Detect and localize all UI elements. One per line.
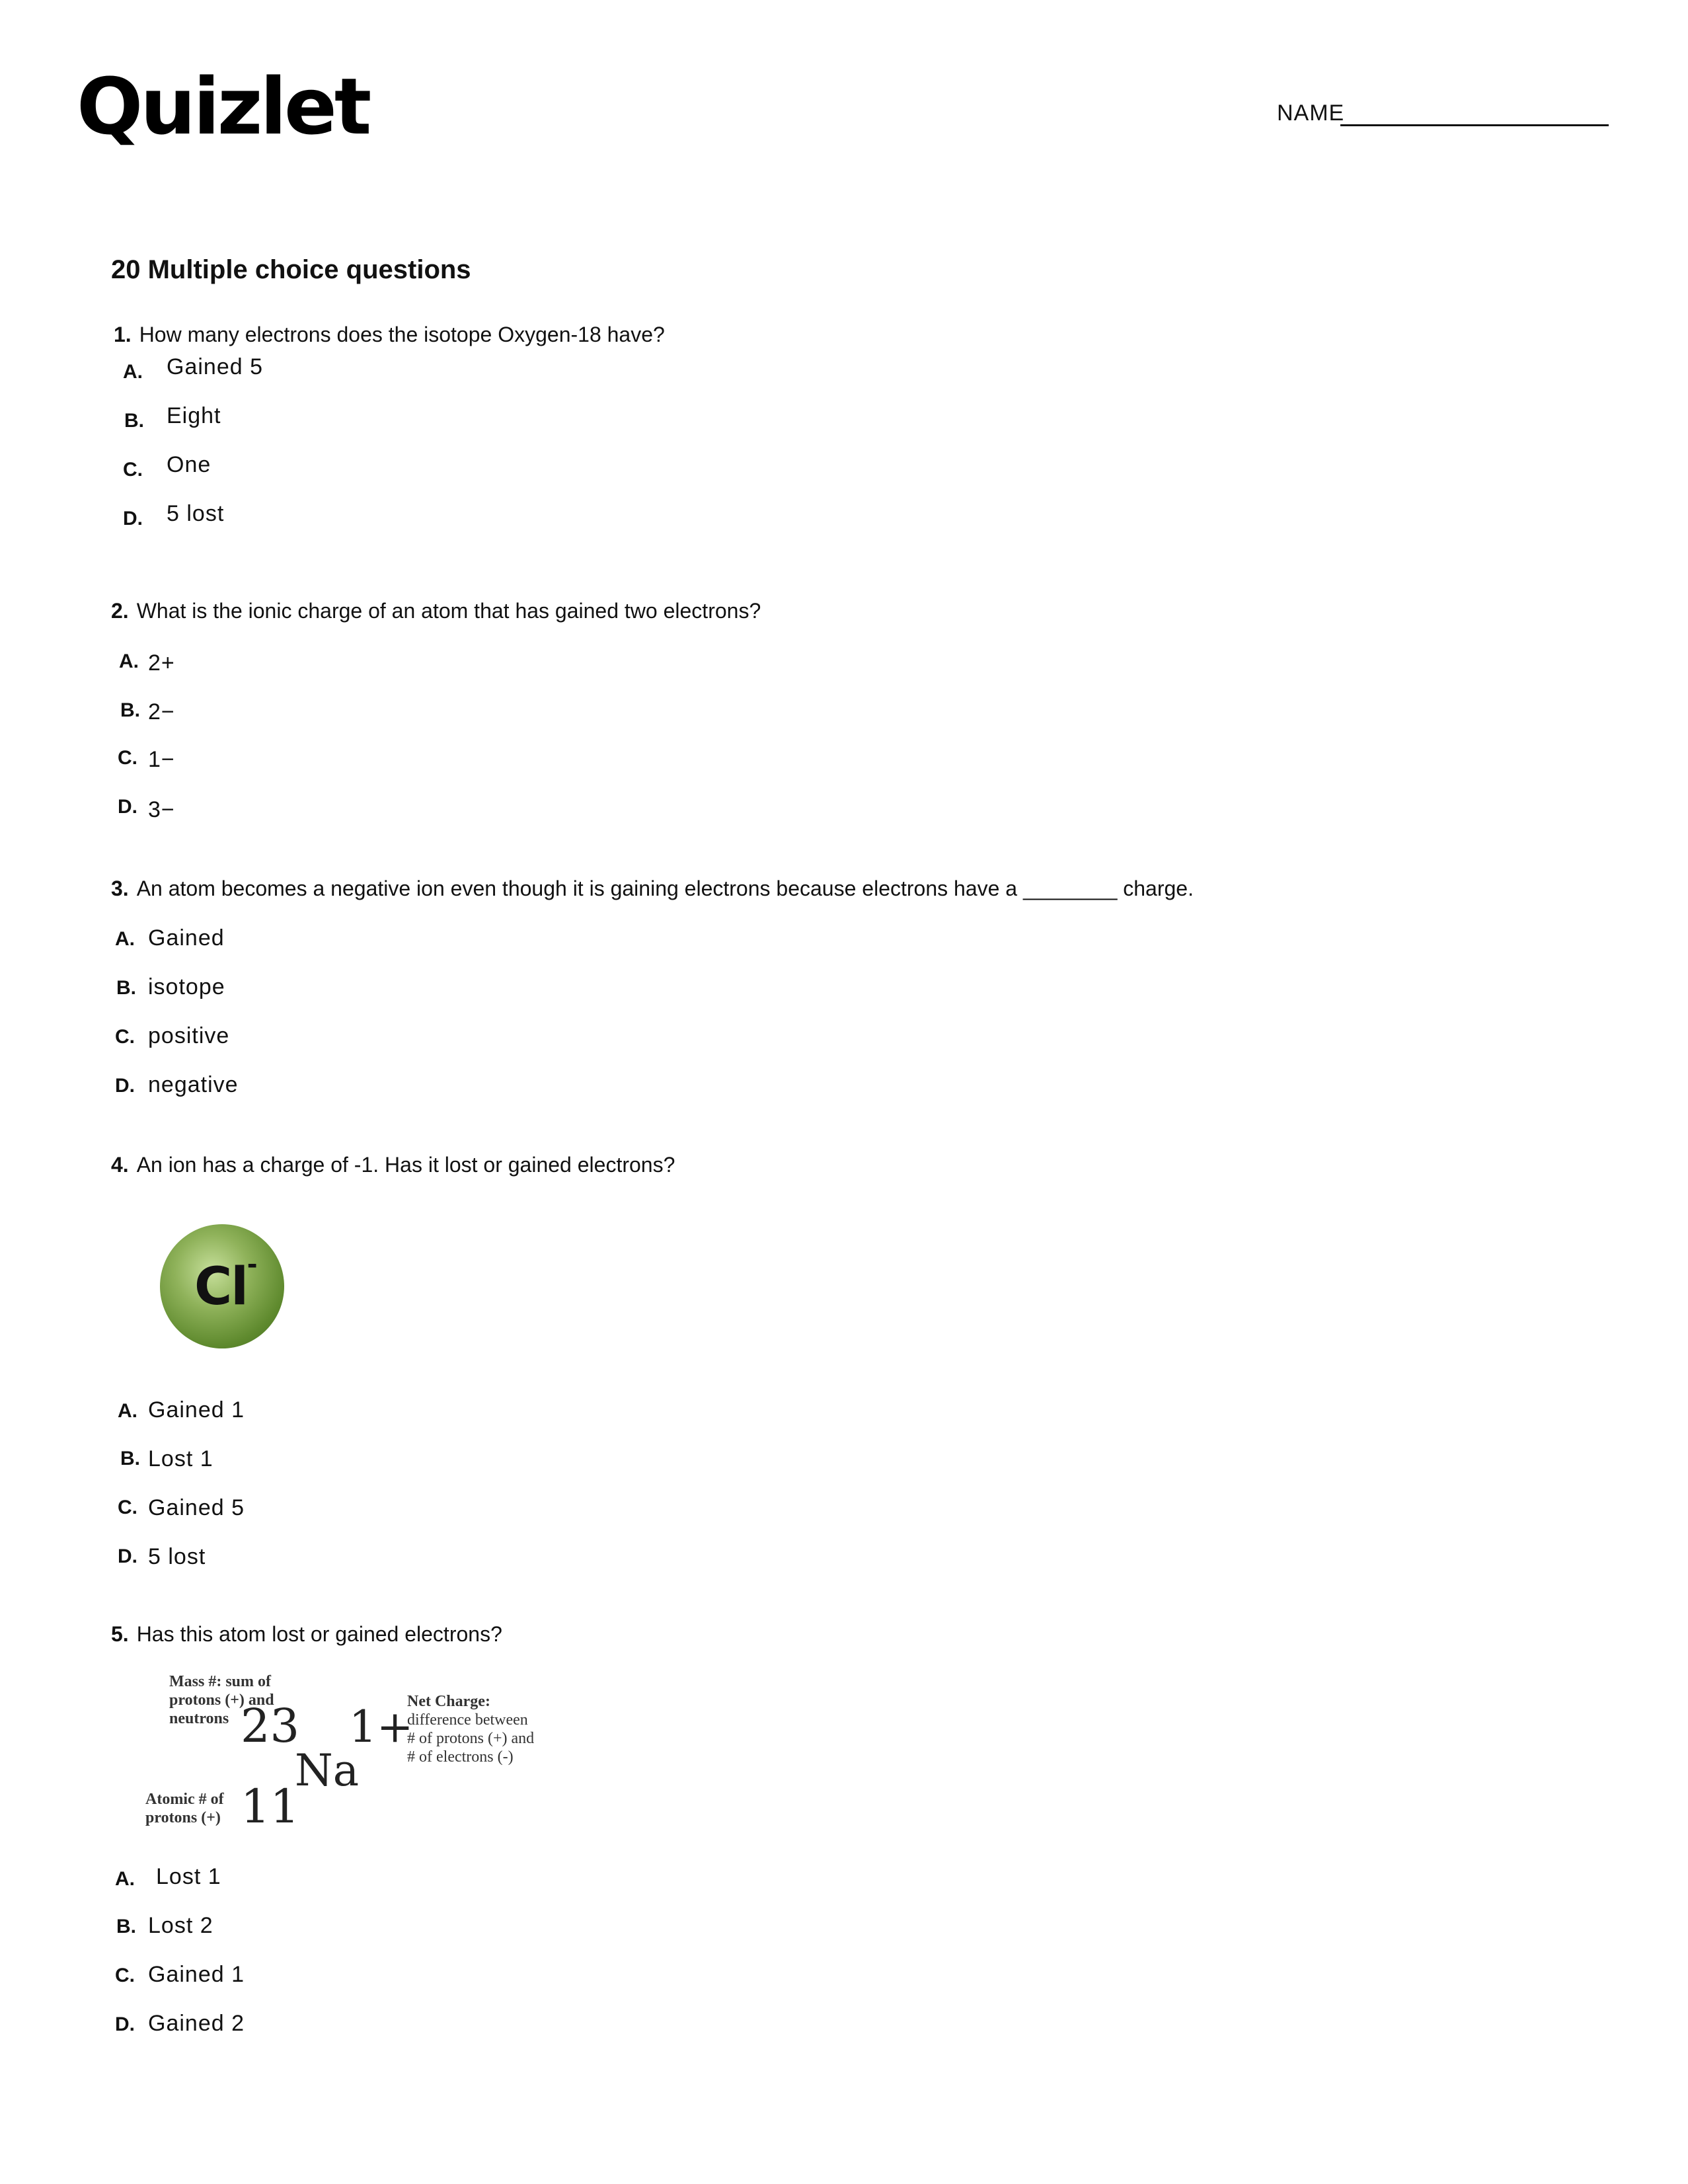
option-letter: B. (116, 1916, 136, 1937)
answer-option[interactable]: Lost 1 (156, 1864, 221, 1889)
answer-option[interactable]: Gained 1 (148, 1397, 245, 1423)
answer-option[interactable]: 3− (148, 797, 175, 822)
option-letter: B. (120, 1448, 140, 1469)
option-letter: A. (115, 1868, 135, 1890)
option-letter: D. (115, 1075, 135, 1097)
answer-option[interactable]: Gained 1 (148, 1962, 245, 1987)
option-letter: C. (115, 1965, 135, 1986)
option-letter: A. (119, 650, 139, 672)
option-letter: A. (118, 1400, 137, 1422)
question-number: 4. (111, 1153, 129, 1177)
name-label: NAME (1277, 100, 1345, 126)
option-letter: D. (118, 796, 137, 818)
question-number: 3. (111, 877, 129, 900)
question-number: 2. (111, 599, 129, 623)
question-number: 5. (111, 1622, 129, 1646)
answer-option[interactable]: Lost 1 (148, 1446, 213, 1471)
answer-option[interactable]: One (167, 452, 211, 477)
question-3 (111, 877, 1194, 901)
question-2 (111, 599, 761, 623)
mass-number: 23 (241, 1699, 300, 1753)
answer-option[interactable]: 2+ (148, 650, 175, 676)
net-charge: 1+ (349, 1701, 414, 1752)
answer-option[interactable]: Gained 2 (148, 2011, 245, 2036)
ion-symbol: Cl (194, 1257, 247, 1317)
question-text: Has this atom lost or gained electrons? (136, 1622, 502, 1646)
quizlet-logo: Quizlet (77, 61, 369, 152)
answer-option[interactable]: 1− (148, 747, 175, 772)
answer-option[interactable]: isotope (148, 974, 225, 999)
question-number: 1. (114, 323, 132, 346)
question-text: An atom becomes a negative ion even though it is gaining electrons because electrons have a ________ charge. (136, 877, 1194, 900)
question-4 (111, 1153, 675, 1177)
name-input-line[interactable] (1340, 124, 1609, 126)
answer-option[interactable]: Gained 5 (167, 354, 263, 379)
answer-option[interactable]: Gained 5 (148, 1495, 245, 1520)
option-letter: C. (118, 1497, 137, 1518)
section-title: 20 Multiple choice questions (111, 255, 471, 284)
answer-option[interactable]: negative (148, 1072, 239, 1097)
element-symbol: Na (295, 1745, 360, 1796)
answer-option[interactable]: positive (148, 1023, 230, 1048)
question-text: What is the ionic charge of an atom that has gained two electrons? (136, 599, 761, 623)
answer-option[interactable]: Eight (167, 403, 221, 428)
ion-charge: - (247, 1246, 258, 1280)
question-5 (111, 1622, 502, 1647)
option-letter: D. (118, 1545, 137, 1567)
option-letter: D. (123, 508, 143, 529)
question-text: An ion has a charge of -1. Has it lost or gained electrons? (136, 1153, 675, 1177)
net-charge-label: Net Charge: difference between # of protons (+) and # of electrons (-) (407, 1693, 535, 1766)
mass-number-label: Mass #: sum of protons (+) and neutrons (169, 1673, 274, 1727)
option-letter: C. (115, 1026, 135, 1048)
option-letter: B. (116, 977, 136, 999)
answer-option[interactable]: 5 lost (148, 1544, 206, 1569)
atomic-number: 11 (241, 1779, 300, 1834)
option-letter: A. (123, 361, 143, 383)
answer-option[interactable]: Gained (148, 925, 225, 951)
option-letter: A. (115, 928, 135, 950)
option-letter: B. (124, 410, 144, 432)
option-letter: D. (115, 2013, 135, 2035)
option-letter: C. (118, 747, 137, 769)
answer-option[interactable]: Lost 2 (148, 1913, 213, 1938)
option-letter: C. (123, 459, 143, 481)
atomic-number-label: Atomic # of protons (+) (145, 1791, 224, 1826)
option-letter: B. (120, 699, 140, 721)
question-1 (114, 323, 665, 347)
answer-option[interactable]: 5 lost (167, 501, 225, 526)
question-text: How many electrons does the isotope Oxygen-18 have? (139, 323, 665, 346)
answer-option[interactable]: 2− (148, 699, 175, 724)
